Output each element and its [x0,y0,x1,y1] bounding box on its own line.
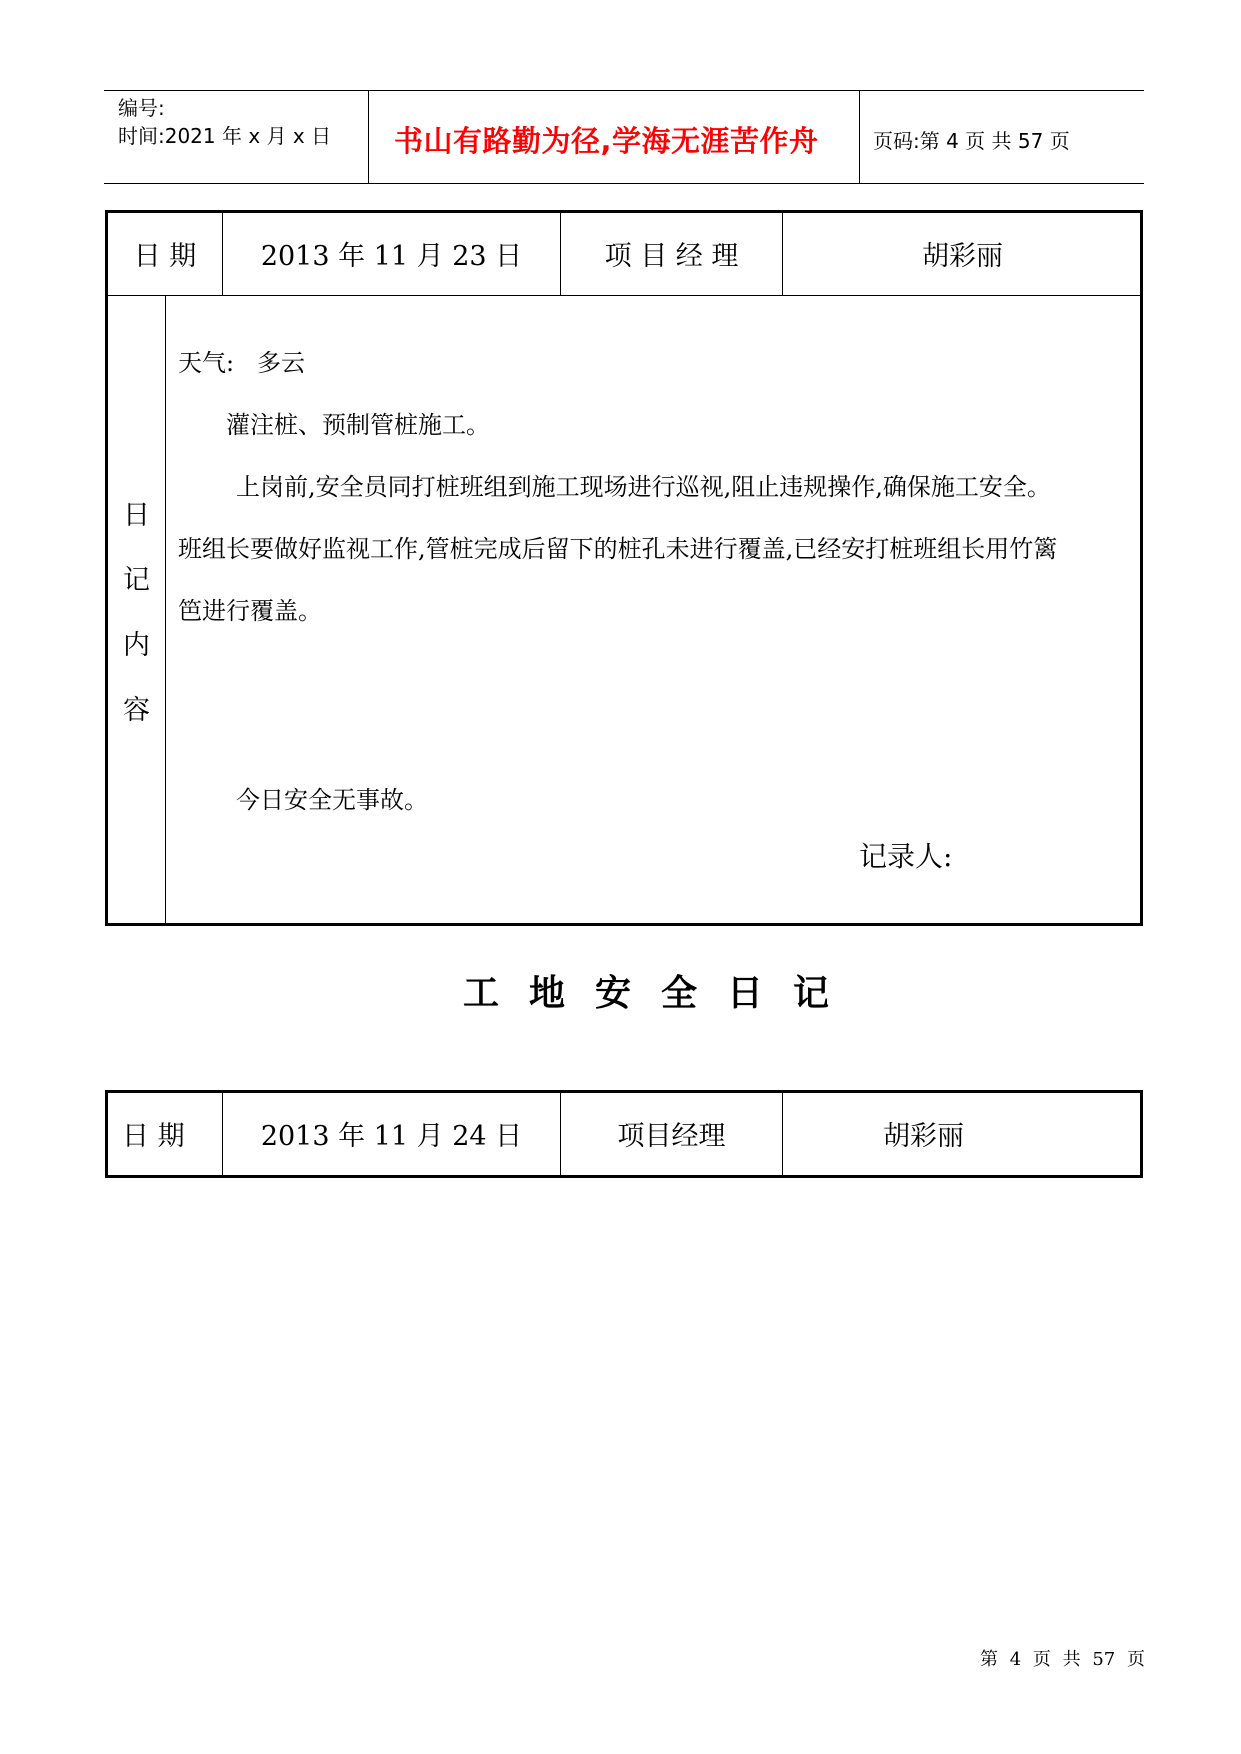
diary-content-label-cell [108,296,166,925]
manager-label-cell [561,1092,783,1176]
manager-label: 项 目 经 理 [604,241,739,272]
diary-entry-table-1 [107,211,1143,925]
manager-label: 项目经理 [617,1121,726,1152]
date-value: 2013 年 11 月 24 日 [260,1121,523,1152]
date-label-cell [108,1092,223,1176]
motto-slogan: 书山有路勤为径,学海无涯苦作舟 [394,124,819,158]
manager-value: 胡彩丽 [922,241,1003,272]
date-value-cell [223,212,561,296]
header-divider-left [368,90,369,183]
diary-entry-table-2 [107,1091,1143,1176]
inspection-line-3: 笆进行覆盖。 [178,597,322,625]
manager-value-cell [783,1092,1143,1176]
date-value: 2013 年 11 月 23 日 [260,241,523,272]
diary-content-cell [166,296,1143,925]
footer-page-number: 第 4 页 共 57 页 [980,1649,1145,1670]
manager-value: 胡彩丽 [883,1121,964,1152]
inspection-line-2: 班组长要做好监视工作,管桩完成后留下的桩孔未进行覆盖,已经安打桩班组长用竹篱 [178,535,1058,563]
page-number-label: 页码:第 4 页 共 57 页 [873,129,1070,153]
header-bottom-rule [104,183,1144,184]
date-label: 日 期 [133,241,197,272]
label-char: 容 [123,695,150,726]
header-top-rule [104,90,1144,91]
date-label: 日 期 [122,1121,185,1152]
label-char: 内 [123,630,150,661]
work-line: 灌注桩、预制管桩施工。 [226,411,490,439]
time-label: 时间:2021 年 x 月 x 日 [118,124,332,148]
manager-value-cell [783,212,1143,296]
weather-line: 天气: 多云 [178,349,305,377]
inspection-line-1: 上岗前,安全员同打桩班组到施工现场进行巡视,阻止违规操作,确保施工安全。 [236,473,1051,501]
date-value-cell [223,1092,561,1176]
header-divider-right [859,90,860,183]
manager-label-cell [561,212,783,296]
diary-content-label [108,493,165,727]
page-title: 工地安全日记 [463,973,860,1014]
serial-label: 编号: [118,96,165,120]
recorder-label: 记录人: [859,840,953,873]
safety-summary: 今日安全无事故。 [236,786,428,814]
date-label-cell [108,212,223,296]
label-char: 日 [123,500,150,531]
label-char: 记 [123,565,150,596]
